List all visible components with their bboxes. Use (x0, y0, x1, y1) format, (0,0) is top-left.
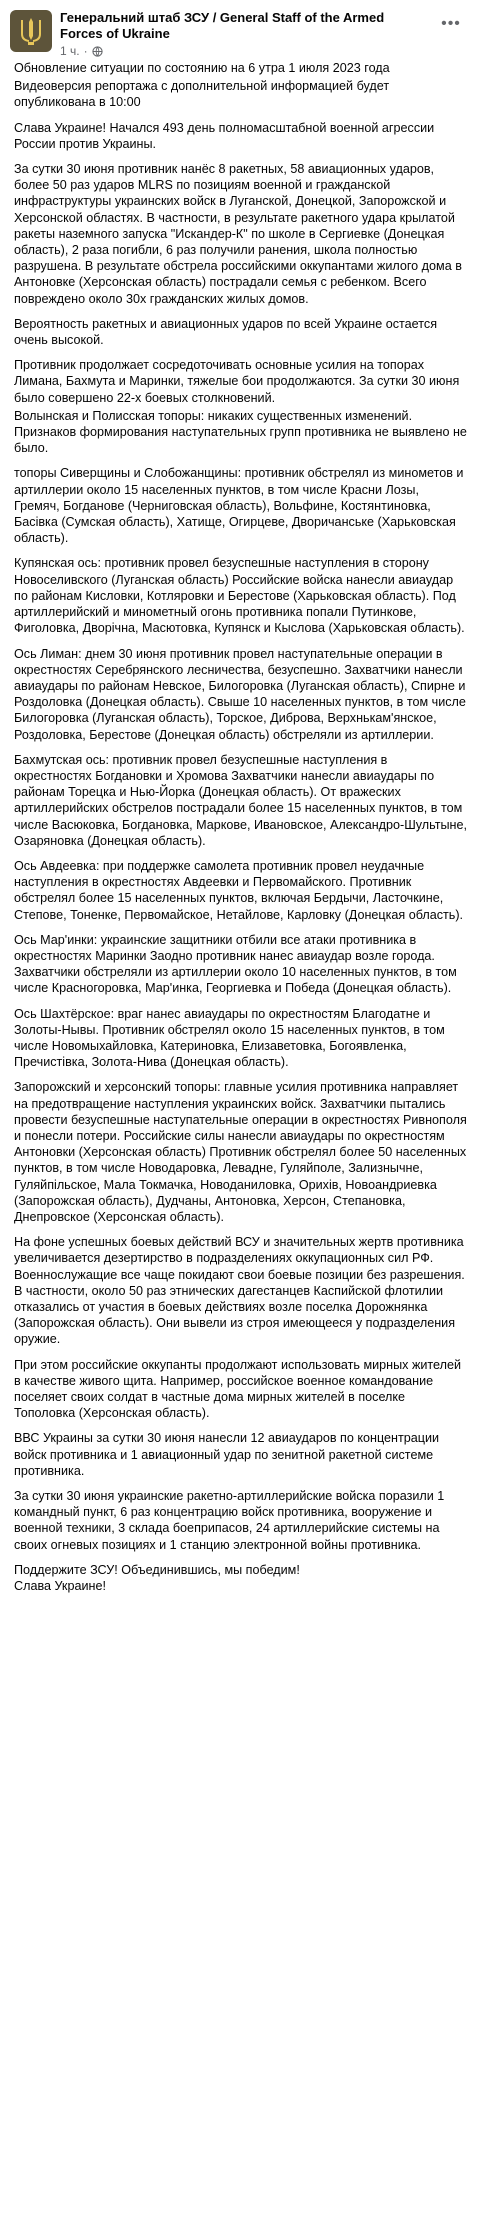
post-body (0, 56, 481, 1594)
post-paragraph: Обновление ситуации по состоянию на 6 утра 1 июля 2023 года (14, 61, 390, 75)
page-name[interactable]: Генеральний штаб ЗСУ / General Staff of the Armed Forces of Ukraine (60, 10, 385, 41)
post-paragraph: Поддержите ЗСУ! Объединившись, мы победим! Слава Украине! (14, 1562, 300, 1594)
meta-separator: · (83, 44, 88, 58)
more-options-button[interactable] (433, 14, 469, 34)
more-horizontal-icon: ••• (441, 15, 461, 32)
post-paragraph: Ось Лиман: днем 30 июня противник провел наступательные операции в окрестностях Серебрянского лесничества, безуспешно. Захватчики нанесли авиаудары по районам Невское, Билогоровка (Луганская область), Спирне и Роздоловка (Донецкая область). Свыше 10 населенных пунктов, в том числе Билогоровка (Луганская область), Торское, Диброва, Верхнькам'янское, Роздоловка, Берестове (Донецкая область) обстреляли из артиллерии. (14, 646, 466, 742)
post-paragraph: Запорожский и херсонский топоры: главные усилия противника направляет на предотвращение наступления украинских войск. Захватчики пытались провести безуспешные наступательные операции в окрестностях Ривнополя и понесли потери. Российские силы нанесли авиаудары по окрестностям Антоновки (Херсонская область) Противник обстрелял более 50 населенных пунктов, в том числе Новодаровка, Левадне, Гуляйполе, Зализнычне, Гуляйпільское, Мала Токмачка, Новоданиловка, Орихів, Новоандриевка (Запорожская область), Дудчаны, Антоновка, Херсон, Степановка, Днепровское (Херсонская область). (14, 1080, 467, 1224)
post-paragraph: Ось Мар'инки: украинские защитники отбили все атаки противника в окрестностях Маринки Заодно противник нанес авиаудар возле города. Захватчики обстреляли из артиллерии около 10 населенных пунктов, в том числе Красногоровка, Мар'инка, Георгиевка и Победа (Донецкая область). (14, 932, 457, 996)
post-paragraph: топоры Сиверщины и Слобожанщины: противник обстрелял из минометов и артиллерии около 15 населенных пунктов, в том числе Красни Лозы, Гремяч, Богданове (Черниговская область), Вольфине, Костянтиновка, Басівка (Сумская область), Хатище, Огирцеве, Дворичанське (Харьковская область). (14, 466, 464, 546)
post-timestamp[interactable]: 1 ч. (60, 44, 80, 58)
post-header (0, 0, 481, 56)
post-paragraph: Вероятность ракетных и авиационных ударов по всей Украине остается очень высокой. (14, 316, 438, 348)
post-paragraph: За сутки 30 июня противник нанёс 8 ракетных, 58 авиационных ударов, более 50 раз ударов MLRS по позициям военной и гражданской инфраструктуры украинских войск в Луганской, Донецкой, Запорожской и Херсонской областях. В частности, в результате ракетного удара крылатой ракеты наземного запуска "Искандер-К" по школе в Сергиевке (Донецкая область), 2 раза погибли, 6 раз получили ранения, школа полностью разрушена. В результате обстрела российскими оккупантами жилого дома в Антоновке (Херсонская область) пострадали семья с ребенком. Всего повреждено около 30х гражданских жилых домов. (14, 162, 462, 306)
post-paragraph: ВВС Украины за сутки 30 июня нанесли 12 авиаударов по концентрации войск противника и 1 авиационный удар по зенитной ракетной системе противника. (14, 1431, 440, 1478)
post-paragraph: Противник продолжает сосредоточивать основные усилия на топорах Лимана, Бахмута и Маринки, тяжелые бои продолжаются. За сутки 30 июня было совершено 22-х боевых столкновений. (14, 358, 460, 405)
post-paragraph: Слава Украине! Начался 493 день полномасштабной военной агрессии России против Украины. (14, 120, 435, 151)
post-paragraph: При этом российские оккупанты продолжают использовать мирных жителей в качестве живого щита. Например, российское военное командование поселяет своих солдат в частные дома мирных жителей в поселке Тополовка (Херсонская область). (14, 1357, 462, 1421)
page-avatar[interactable] (10, 10, 52, 52)
trident-emblem-icon (18, 16, 44, 46)
globe-icon (92, 46, 103, 57)
post-paragraph: Видеоверсия репортажа с дополнительной информацией будет опубликована в 10:00 (14, 79, 390, 110)
post-paragraph: Бахмутская ось: противник провел безуспешные наступления в окрестностях Богдановки и Хромова Захватчики нанесли авиаудары по районам Торецка и Нью-Йорка (Донецкая область). От вражеских артиллерийских обстрелов пострадали более 15 населенных пунктов, в том числе Васюковка, Богдановка, Маркове, Ивановское, Александро-Шультыне, Озаряновка (Донецкая область). (14, 752, 467, 848)
post-header-text (60, 10, 433, 59)
post-paragraph: Ось Авдеевка: при поддержке самолета противник провел неудачные наступления в окрестностях Авдеевки и Первомайского. Противник обстрелял более 15 населенных пунктов, включая Бердычи, Ласточкине, Степове, Тоненке, Первомайское, Нетайлове, Карловку (Донецкая область). (14, 858, 464, 922)
post-paragraph: Купянская ось: противник провел безуспешные наступления в сторону Новоселивского (Луганская область) Российские войска нанесли авиаудар по районам Кисловки, Котляровки и Берестове (Харьковская область). Под артиллерийский и минометный огонь противника попали Путинкове, Фиголовка, Дворічна, Масютовка, Купянск и Кыслова (Харьковская область). (14, 556, 465, 636)
post-paragraph: Ось Шахтёрское: враг нанес авиаудары по окрестностям Благодатне и Золоты-Нывы. Противник обстрелял около 15 населенных пунктов, в том числе Новомыхайловка, Катериновка, Елизаветовка, Богоявленка, Пречистівка, Золота-Нива (Донецкая область). (14, 1006, 445, 1070)
post-paragraph: На фоне успешных боевых действий ВСУ и значительных жертв противника увеличивается дезертирство в подразделениях оккупационных сил РФ. Военнослужащие все чаще покидают свои боевые позиции без разрешения. В частности, около 50 раз этнических дагестанцев Каспийской флотилии отказались от участия в боевых действиях возле поселка Дорожнянка (Запорожская область). Они вывели из строя имеющееся у подразделения оружие. (14, 1235, 465, 1347)
post-paragraph: Волынская и Полисская топоры: никаких существенных изменений. Признаков формирования наступательных групп противника не выявлено не было. (14, 408, 467, 456)
post-paragraph: За сутки 30 июня украинские ракетно-артиллерийские войска поразили 1 командный пункт, 6 раз концентрацию войск противника, вооружение и военной техники, 3 склада боеприпасов, 24 артиллерийские системы на своих огневых позициях и 1 станцию электронной войны противника. (14, 1489, 445, 1552)
post-meta (60, 43, 433, 59)
